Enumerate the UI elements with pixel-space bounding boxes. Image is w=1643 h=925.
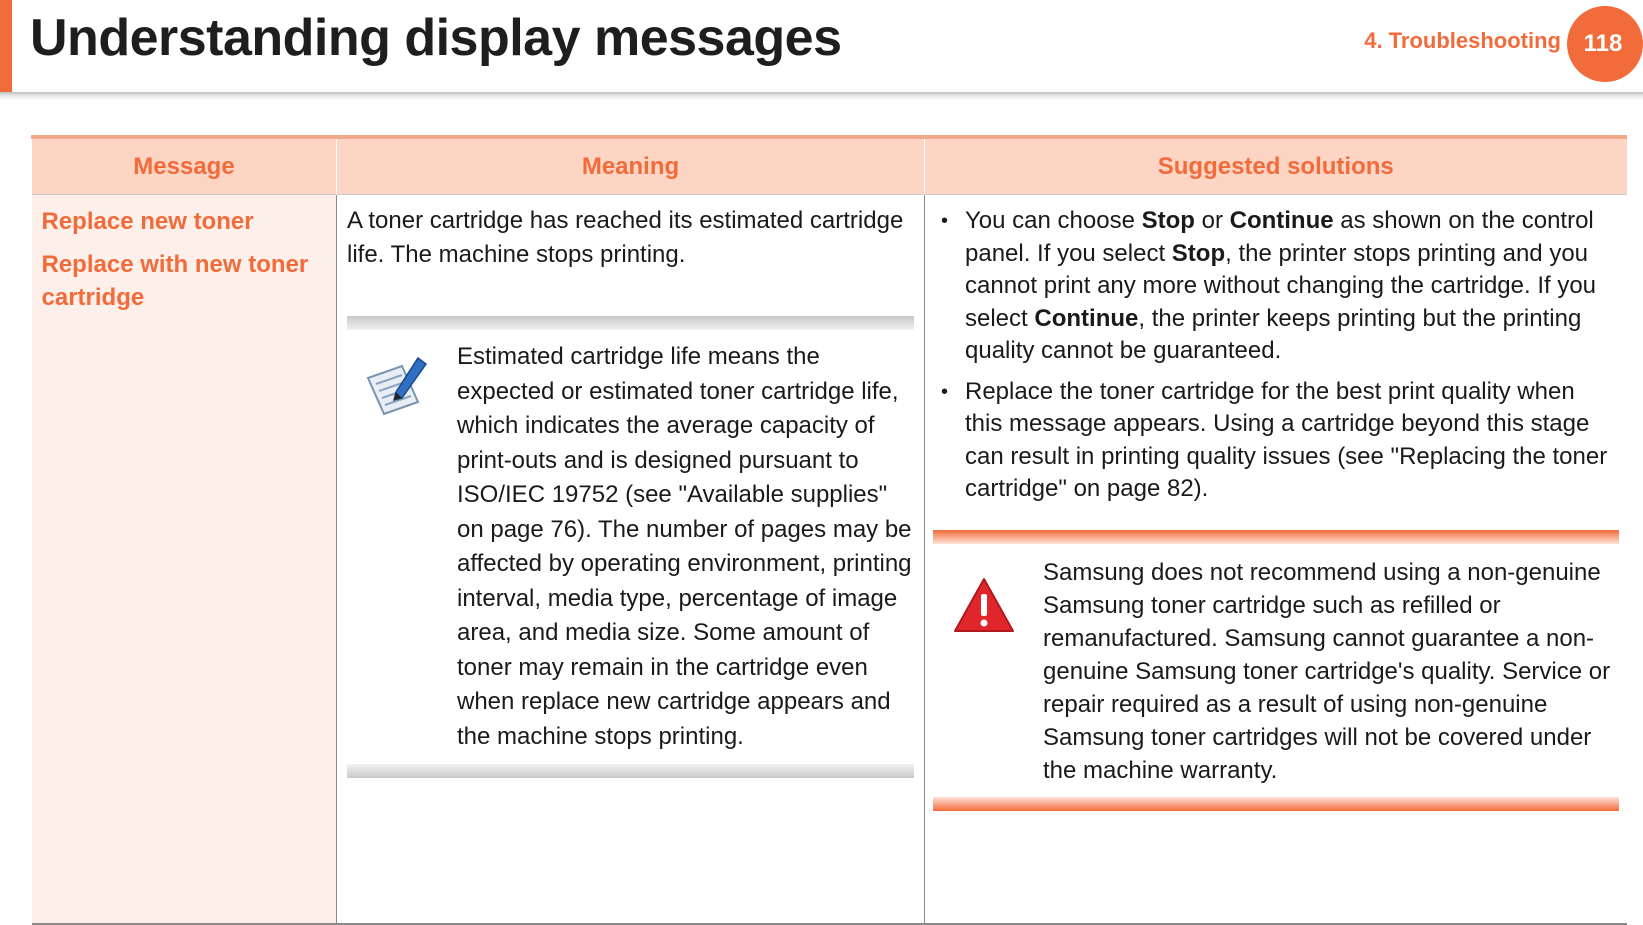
chapter-label: 4. Troubleshooting xyxy=(1364,28,1561,53)
warning-box xyxy=(933,530,1619,811)
note-box xyxy=(347,316,914,778)
solutions-list xyxy=(935,205,1617,506)
solutions-cell xyxy=(925,195,1627,925)
note-pencil-icon xyxy=(347,340,457,754)
note-bottom-bar xyxy=(347,764,914,778)
warning-bottom-bar xyxy=(933,797,1619,811)
header-accent-bar xyxy=(0,0,12,92)
table-header-row xyxy=(32,137,1627,195)
column-header-message: Message xyxy=(32,137,337,195)
message-label: Replace with new toner cartridge xyxy=(41,251,309,311)
header-divider-line xyxy=(0,92,1643,94)
meaning-text: A toner cartridge has reached its estimated cartridge life. The machine stops printing. xyxy=(347,207,904,268)
display-messages-table xyxy=(31,135,1627,925)
list-item: • You can choose Stop or Continue as shown on the control panel. If you select Stop, the printer stops printing and you cannot print any more without changing the cartridge. If you select Continue, the printer keeps printing but the printing quality cannot be guaranteed. xyxy=(935,205,1617,368)
column-header-meaning: Meaning xyxy=(337,137,925,195)
list-item: • Replace the toner cartridge for the best print quality when this message appears. Using a cartridge beyond this stage can result in printing quality issues (see "Replacing the toner cartridge" on page 82). xyxy=(935,376,1617,506)
message-label: Replace new toner xyxy=(41,208,254,235)
page-number-badge: 118 xyxy=(1567,6,1643,82)
warning-top-bar xyxy=(933,530,1619,544)
table-row xyxy=(32,195,1627,925)
message-cell xyxy=(32,195,337,925)
page-title: Understanding display messages xyxy=(30,9,842,67)
meaning-cell xyxy=(337,195,925,925)
note-top-bar xyxy=(347,316,914,330)
warning-text: Samsung does not recommend using a non-genuine Samsung toner cartridge such as refilled or remanufactured. Samsung cannot guarantee a non-genuine Samsung toner cartridge's quality. Service or repair required as a result of using non-genuine Samsung toner cartridges will not be covered under the machine warranty. xyxy=(1043,558,1611,784)
column-header-solutions: Suggested solutions xyxy=(925,137,1627,195)
note-text: Estimated cartridge life means the expected or estimated toner cartridge life, which indicates the average capacity of print-outs and is designed pursuant to ISO/IEC 19752 (see "Available supplies" on page 76). The number of pages may be affected by operating environment, printing interval, media type, percentage of image area, and media size. Some amount of toner may remain in the cartridge even when replace new cartridge appears and the machine stops printing. xyxy=(457,343,912,750)
warning-triangle-icon xyxy=(933,556,1043,787)
